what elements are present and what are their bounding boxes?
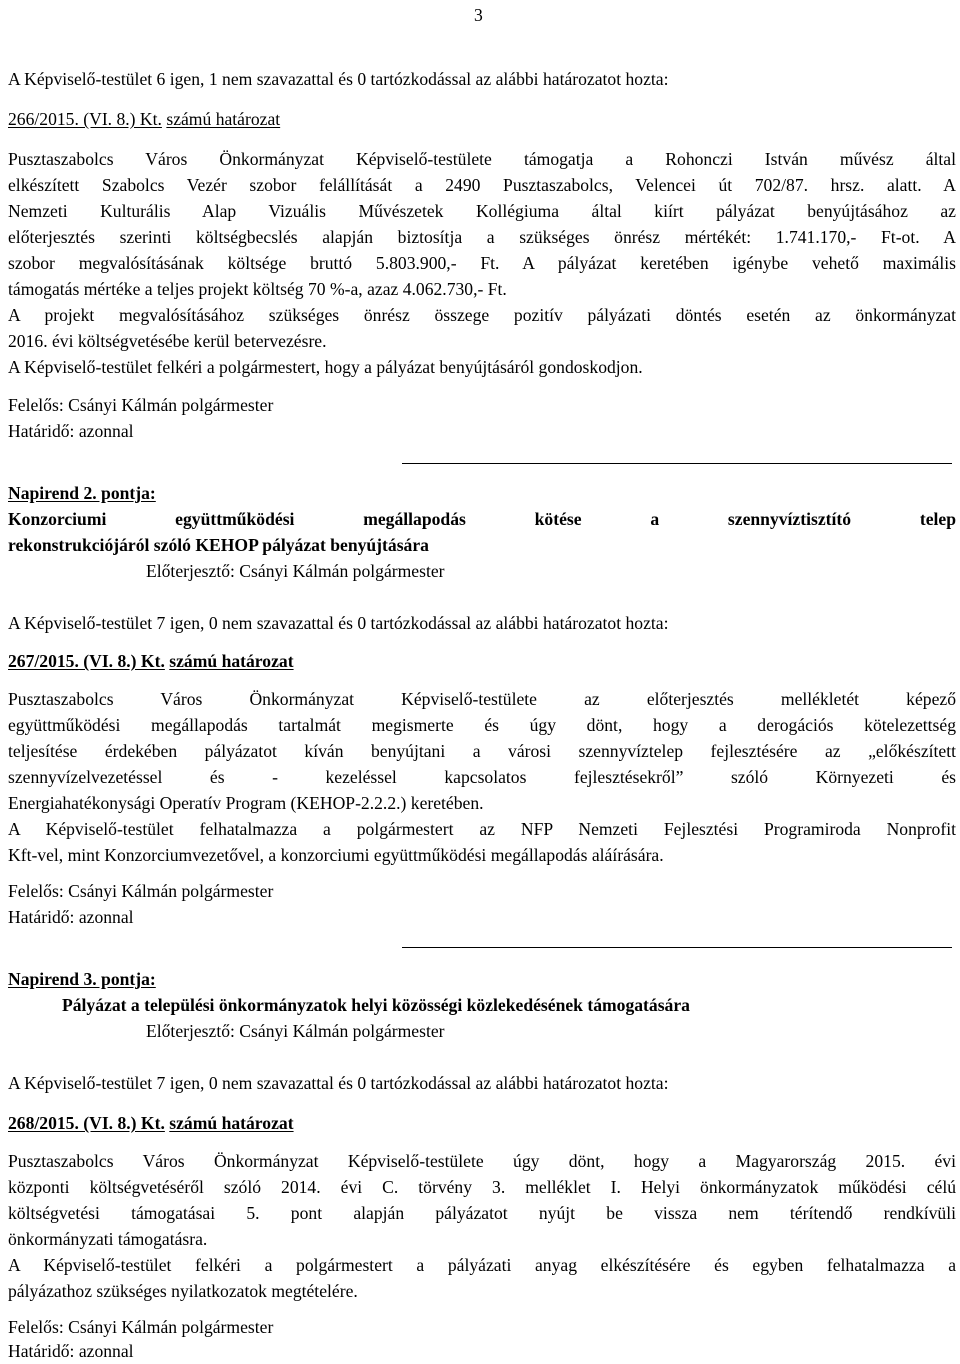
paragraph-line: Energiahatékonysági Operatív Program (KEHOP-2.2.2.) keretében. bbox=[8, 793, 484, 813]
section-divider bbox=[402, 947, 952, 948]
agenda-title-line: Pályázat a települési önkormányzatok helyi közösségi közlekedésének támogatására bbox=[62, 995, 690, 1015]
deadline: Határidő: azonnal bbox=[8, 907, 134, 927]
resolution-label: számú határozat bbox=[169, 1113, 294, 1133]
paragraph-line: A Képviselő-testület felhatalmazza a polgármestert az NFP Nemzeti Fejlesztési Programiroda Nonprofit bbox=[8, 819, 956, 839]
resolution-label: számú határozat bbox=[166, 109, 281, 129]
resolution-number bbox=[8, 106, 956, 132]
resolution-number bbox=[8, 648, 956, 674]
paragraph-line: központi költségvetéséről szóló 2014. évi C. törvény 3. melléklet I. Helyi önkormányzatok működési célú bbox=[8, 1177, 956, 1197]
deadline: Határidő: azonnal bbox=[8, 1341, 134, 1361]
page-number: 3 bbox=[474, 5, 483, 25]
vote-statement: A Képviselő-testület 7 igen, 0 nem szavazattal és 0 tartózkodással az alábbi határozatot hozta: bbox=[8, 1073, 669, 1093]
resolution-number-bold: 267/2015. (VI. 8.) Kt. bbox=[8, 651, 165, 671]
paragraph-line: önkormányzati támogatásra. bbox=[8, 1229, 208, 1249]
agenda-item-label: Napirend 3. pontja: bbox=[8, 969, 156, 989]
paragraph-line: A Képviselő-testület felkéri a polgármestert a pályázati anyag elkészítésére és egyben felhatalmazza a bbox=[8, 1255, 956, 1275]
agenda-item-heading bbox=[8, 966, 956, 992]
deadline: Határidő: azonnal bbox=[8, 421, 134, 441]
responsible-person: Felelős: Csányi Kálmán polgármester bbox=[8, 395, 274, 415]
paragraph-line: Pusztaszabolcs Város Önkormányzat Képviselő-testülete az előterjesztés mellékletét képező bbox=[8, 689, 956, 709]
paragraph-line: elkészített Szabolcs Vezér szobor felállítását a 2490 Pusztaszabolcs, Velencei út 702/87. hrsz. alatt. A bbox=[8, 175, 956, 195]
paragraph-line: előterjesztés szerinti költségbecslés alapján biztosítja a szükséges önrész mértékét: 1.741.170,- Ft-ot. A bbox=[8, 227, 956, 247]
resolution-number-bold: 268/2015. (VI. 8.) Kt. bbox=[8, 1113, 165, 1133]
section-divider bbox=[402, 463, 952, 464]
responsible-person: Felelős: Csányi Kálmán polgármester bbox=[8, 881, 274, 901]
paragraph-line: A Képviselő-testület felkéri a polgármestert, hogy a pályázat benyújtásáról gondoskodjon. bbox=[8, 357, 643, 377]
vote-statement: A Képviselő-testület 6 igen, 1 nem szavazattal és 0 tartózkodással az alábbi határozatot hozta: bbox=[8, 69, 669, 89]
vote-statement: A Képviselő-testület 7 igen, 0 nem szavazattal és 0 tartózkodással az alábbi határozatot hozta: bbox=[8, 613, 669, 633]
agenda-title-line: rekonstrukciójáról szóló KEHOP pályázat benyújtására bbox=[8, 535, 429, 555]
paragraph-line: együttműködési megállapodás tartalmát megismerte és úgy dönt, hogy a derogációs kötelezettség bbox=[8, 715, 956, 735]
presenter: Előterjesztő: Csányi Kálmán polgármester bbox=[146, 561, 445, 581]
paragraph-line: támogatás mértéke a teljes projekt költség 70 %-a, azaz 4.062.730,- Ft. bbox=[8, 279, 507, 299]
paragraph-line: Pusztaszabolcs Város Önkormányzat Képviselő-testülete úgy dönt, hogy a Magyarország 2015. évi bbox=[8, 1151, 956, 1171]
presenter: Előterjesztő: Csányi Kálmán polgármester bbox=[146, 1021, 445, 1041]
paragraph-line: A projekt megvalósításához szükséges önrész összege pozitív pályázati döntés esetén az önkormányzat bbox=[8, 305, 956, 325]
paragraph-line: Nemzeti Kulturális Alap Vizuális Művészetek Kollégiuma által kiírt pályázat benyújtásához az bbox=[8, 201, 956, 221]
paragraph-line: Pusztaszabolcs Város Önkormányzat Képviselő-testülete támogatja a Rohonczi István művész által bbox=[8, 149, 956, 169]
paragraph-line: szobor megvalósításának költsége bruttó 5.803.900,- Ft. A pályázat keretében igénybe vehető maximális bbox=[8, 253, 956, 273]
agenda-item-heading bbox=[8, 480, 956, 506]
resolution-number bbox=[8, 1110, 956, 1136]
agenda-title-line: Konzorciumi együttműködési megállapodás kötése a szennyvíztisztító telep bbox=[8, 509, 956, 529]
paragraph-line: költségvetési támogatásai 5. pont alapján pályázatot nyújt be vissza nem térítendő rendkívüli bbox=[8, 1203, 956, 1223]
paragraph-line: pályázathoz szükséges nyilatkozatok megtételére. bbox=[8, 1281, 358, 1301]
responsible-person: Felelős: Csányi Kálmán polgármester bbox=[8, 1317, 274, 1337]
paragraph-line: szennyvízelvezetéssel és - kezeléssel kapcsolatos fejlesztésekről” szóló Környezeti és bbox=[8, 767, 956, 787]
paragraph-line: teljesítése érdekében pályázatot kíván benyújtani a városi szennyvíztelep fejlesztésére az „előkészített bbox=[8, 741, 956, 761]
agenda-item-label: Napirend 2. pontja: bbox=[8, 483, 156, 503]
paragraph-line: 2016. évi költségvetésébe kerül betervezésre. bbox=[8, 331, 327, 351]
paragraph-line: Kft-vel, mint Konzorciumvezetővel, a konzorciumi együttműködési megállapodás aláírására. bbox=[8, 845, 664, 865]
resolution-label: számú határozat bbox=[169, 651, 294, 671]
resolution-number-bold: 266/2015. (VI. 8.) Kt. bbox=[8, 109, 162, 129]
